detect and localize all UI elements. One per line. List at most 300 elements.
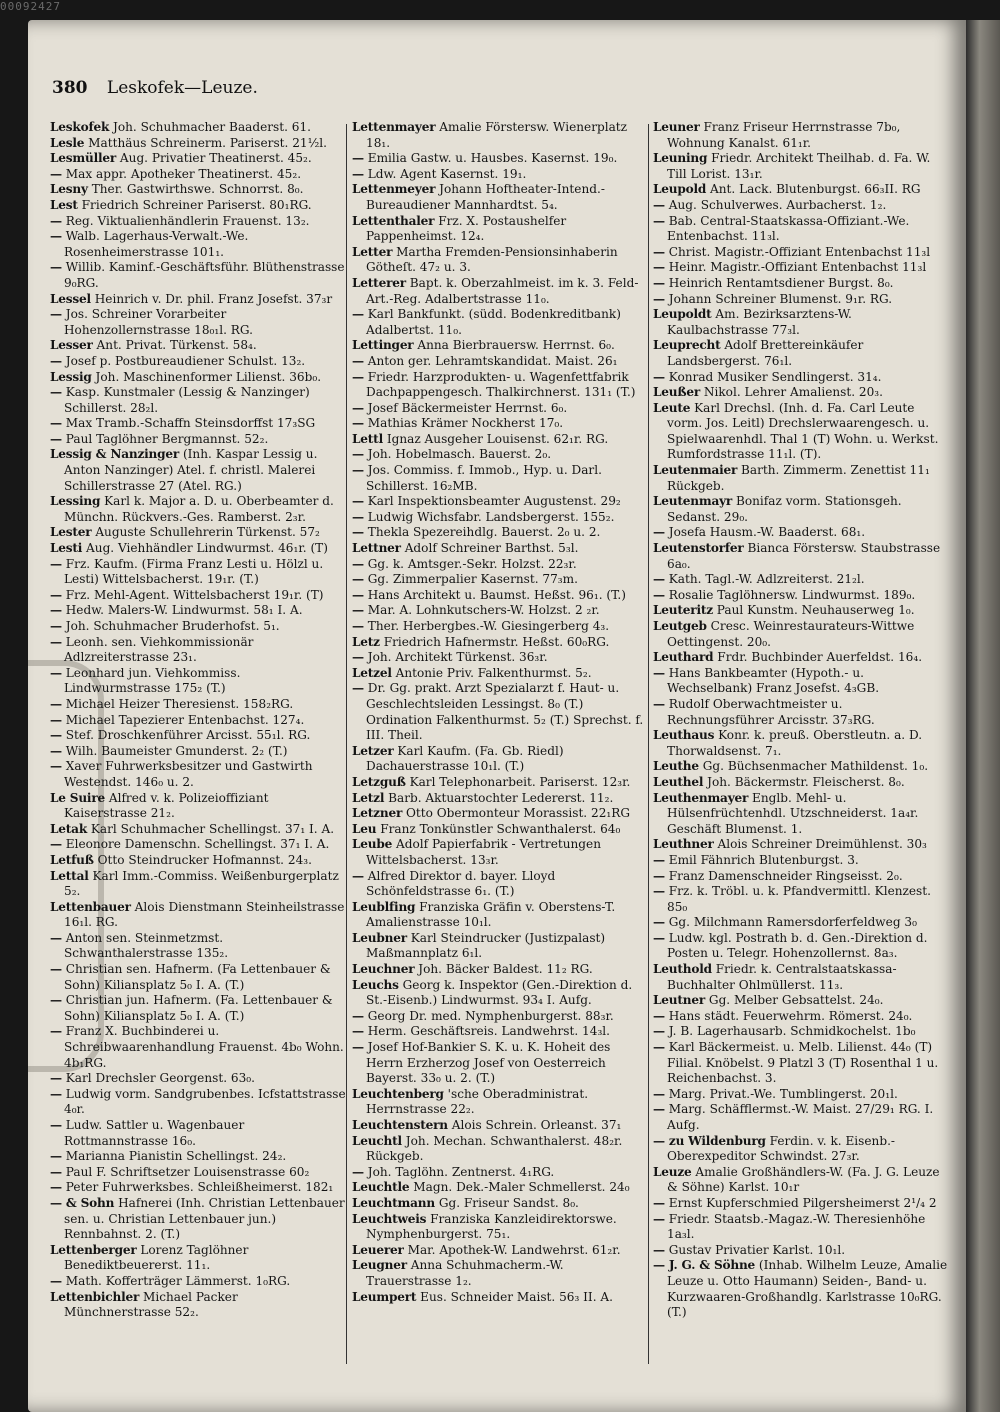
directory-entry	[352, 1009, 648, 1025]
directory-entry	[352, 791, 648, 807]
entry-name: Leutenstorfer	[653, 541, 744, 556]
column-rule	[648, 124, 649, 1364]
entry-name: —	[352, 681, 364, 696]
entry-text: Herm. Geschäftsreis. Landwehrst. 14₃l.	[367, 1024, 611, 1039]
entry-text: Antonie Priv. Falkenthurmst. 5₂.	[395, 665, 592, 680]
directory-entry	[653, 541, 949, 572]
entry-name: Lettenmeyer	[352, 182, 436, 197]
entry-name: —	[653, 369, 665, 384]
entry-text: Ant. Lack. Blutenburgst. 66₃II. RG	[710, 182, 921, 197]
entry-name: —	[352, 1040, 364, 1055]
entry-text: Adolf Papierfabrik - Vertretungen Wittelsbacherst. 13₃r.	[366, 837, 601, 867]
entry-name: Leuchtl	[352, 1133, 402, 1148]
directory-entry	[50, 635, 346, 666]
directory-entry	[352, 354, 648, 370]
directory-entry	[50, 416, 346, 432]
entry-text: Hedw. Malers-W. Lindwurmst. 58₁ I. A.	[65, 603, 303, 618]
entry-name: Lettenmayer	[352, 120, 436, 134]
entry-name: —	[50, 213, 62, 228]
directory-entry	[352, 806, 648, 822]
entry-name: Lest	[50, 197, 78, 212]
directory-entry	[50, 962, 346, 993]
entry-text: Michael Tapezierer Entenbachst. 127₄.	[65, 712, 305, 727]
entry-text: Georg k. Inspektor (Gen.-Direktion d. St.-Eisenb.) Lindwurmst. 93₄ I. Aufg.	[366, 977, 633, 1008]
entry-name: —	[50, 1086, 62, 1101]
directory-entry	[50, 791, 346, 822]
entry-name: —	[352, 1008, 364, 1023]
entry-text: Joh. Bäckermstr. Fleischerst. 8₀.	[707, 774, 905, 789]
directory-entry	[653, 307, 949, 338]
entry-text: Englb. Mehl- u. Hülsenfrüchtenhdl. Utzschneiderst. 1a₄r. Geschäft Blumenst. 1.	[667, 790, 919, 836]
entry-text: Karl Schuhmacher Schellingst. 37₁ I. A.	[90, 821, 335, 836]
directory-entry	[653, 401, 949, 463]
directory-entry	[653, 1087, 949, 1103]
directory-entry	[50, 541, 346, 557]
directory-entry	[653, 572, 949, 588]
entry-name: Leugner	[352, 1258, 407, 1273]
directory-entry	[653, 1212, 949, 1243]
entry-text: Alois Dienstmann Steinheilstrasse 16₁l. RG.	[64, 899, 345, 930]
entry-name: Lettner	[352, 541, 401, 556]
entry-text: Ludw. kgl. Postrath b. d. Gen.-Direktion d. Posten u. Telegr. Hohenzollernst. 8a₃.	[667, 930, 928, 961]
entry-text: Max Tramb.-Schaffn Steinsdorffst 17₃SG	[65, 416, 316, 431]
entry-text: Franz Friseur Herrnstrasse 7b₀, Wohnung Kanalst. 61₁r.	[667, 120, 901, 150]
directory-entry	[653, 728, 949, 759]
entry-text: Karl Bäckermeist. u. Melb. Lilienst. 44₀ (T) Filial. Knöbelst. 9 Platzl 3 (T) Rosenthal 1 u. Reichenbachst. 3.	[667, 1040, 939, 1086]
directory-entry	[653, 853, 949, 869]
entry-text: Frdr. Buchbinder Auerfeldst. 16₄.	[717, 650, 923, 665]
entry-name: —	[653, 572, 665, 587]
directory-entry	[352, 432, 648, 448]
page-number: 380	[52, 78, 88, 98]
directory-entry	[352, 978, 648, 1009]
directory-entry	[50, 136, 346, 152]
directory-entry	[352, 619, 648, 635]
directory-entry	[653, 525, 949, 541]
entry-name: —	[653, 244, 665, 259]
entry-name: Letak	[50, 821, 87, 836]
entry-name: —	[50, 166, 62, 181]
entry-name: Leuchtenstern	[352, 1118, 448, 1132]
entry-text: Jos. Commiss. f. Immob., Hyp. u. Darl. Schillerst. 16₂MB.	[366, 463, 602, 493]
entry-text: Ther. Gastwirthswe. Schnorrst. 8₀.	[91, 182, 304, 197]
directory-entry	[50, 759, 346, 790]
entry-name: Lettinger	[352, 338, 414, 353]
entry-name: Leuchtmann	[352, 1195, 435, 1210]
entry-text: Adolf Schreiner Barthst. 5₃l.	[404, 541, 579, 556]
entry-name: —	[352, 603, 364, 618]
directory-entry	[352, 572, 648, 588]
column-3	[653, 120, 949, 1321]
directory-entry	[352, 931, 648, 962]
entry-name: —	[352, 868, 364, 883]
directory-entry	[352, 1040, 648, 1087]
directory-entry	[50, 292, 346, 308]
directory-entry	[653, 884, 949, 915]
entry-name: —	[50, 416, 62, 431]
entry-name: Lettl	[352, 431, 383, 446]
entry-text: Bianca Förstersw. Staubstrasse 6a₀.	[667, 541, 941, 571]
entry-text: Cresc. Weinrestaurateurs-Wittwe Oettingenst. 20₀.	[667, 619, 915, 649]
directory-entry	[352, 245, 648, 276]
entry-text: 'sche Oberadministrat. Herrnstrasse 22₂.	[366, 1086, 589, 1117]
directory-entry	[653, 292, 949, 308]
entry-text: Ant. Privat. Türkenst. 58₄.	[96, 338, 257, 353]
directory-entry	[352, 900, 648, 931]
directory-entry	[653, 276, 949, 292]
entry-text: Ignaz Ausgeher Louisenst. 62₁r. RG.	[386, 431, 609, 446]
entry-name: —	[352, 353, 364, 368]
entry-text: Gg. Büchsenmacher Mathildenst. 1₀.	[702, 759, 929, 774]
directory-entry	[50, 822, 346, 838]
entry-text: Ldw. Agent Kasernst. 19₁.	[367, 166, 527, 181]
entry-text: Josef Bäckermeister Herrnst. 6₀.	[367, 400, 568, 415]
entry-name: Leuning	[653, 151, 708, 166]
entry-name: —	[50, 993, 62, 1008]
entry-text: Ernst Kupferschmied Pilgersheimerst 2¹/₄ 2	[668, 1195, 937, 1210]
entry-name: —	[352, 1164, 364, 1179]
directory-entry	[50, 619, 346, 635]
entry-text: Marg. Schäfflermst.-W. Maist. 27/29₁ RG. I. Aufg.	[667, 1102, 934, 1132]
entry-text: Anton ger. Lehramtskandidat. Maist. 26₁	[367, 353, 618, 368]
entry-name: —	[50, 696, 62, 711]
directory-entry	[653, 1040, 949, 1087]
directory-entry	[352, 1290, 648, 1306]
entry-name: —	[50, 1071, 62, 1086]
entry-text: Joh. Mechan. Schwanthalerst. 48₂r. Rückgeb.	[366, 1133, 623, 1164]
entry-name: Leuze	[653, 1164, 692, 1179]
entry-name: Leuthe	[653, 759, 699, 774]
entry-text: Christ. Magistr.-Offiziant Entenbachst 11₃l	[668, 244, 931, 259]
directory-entry	[653, 837, 949, 853]
directory-entry	[50, 354, 346, 370]
entry-name: —	[653, 1102, 665, 1117]
entry-text: Frz. Kaufm. (Firma Franz Lesti u. Hölzl u. Lesti) Wittelsbacherst. 19₁r. (T.)	[64, 556, 324, 587]
entry-text: Karl Kaufm. (Fa. Gb. Riedl) Dachauerstrasse 10₁l. (T.)	[366, 743, 564, 774]
entry-text: Joh. Maschinenformer Lilienst. 36b₀.	[95, 369, 322, 384]
directory-entry	[50, 385, 346, 416]
entry-name: Letzguß	[352, 774, 406, 789]
directory-entry	[50, 260, 346, 291]
entry-name: Letter	[352, 244, 393, 259]
entry-name: Lettal	[50, 868, 89, 883]
entry-name: Lettenberger	[50, 1242, 137, 1257]
directory-entry	[653, 650, 949, 666]
directory-entry	[352, 822, 648, 838]
directory-entry	[653, 245, 949, 261]
entry-text: Karl Telephonarbeit. Pariserst. 12₃r.	[409, 774, 631, 789]
entry-name: —	[653, 260, 665, 275]
entry-text: Josef Hof-Bankier S. K. u. K. Hoheit des Herrn Erzherzog Josef von Oesterreich Bayerst. 33₀ u. 2. (T.)	[366, 1040, 611, 1086]
directory-entry	[653, 1102, 949, 1133]
directory-entry	[653, 1196, 949, 1212]
entry-name: —	[352, 572, 364, 587]
entry-name: —	[352, 416, 364, 431]
entry-text: Joh. Taglöhn. Zentnerst. 4₁RG.	[367, 1164, 555, 1179]
entry-text: Karl Drechsl. (Inh. d. Fa. Carl Leute vorm. Jos. Leitl) Drechslerwaarengesch. u. Spielwaarenhdl. Thal 1 (T) Wohn. u. Werkst. Rumfordstrasse 11₁l. (T).	[667, 400, 939, 462]
directory-entry	[50, 728, 346, 744]
directory-entry	[653, 182, 949, 198]
directory-entry	[352, 182, 648, 213]
directory-entry	[653, 370, 949, 386]
directory-entry	[50, 713, 346, 729]
entry-name: —	[352, 307, 364, 322]
entry-name: —	[352, 166, 364, 181]
entry-text: Marianna Pianistin Schellingst. 24₂.	[65, 1149, 287, 1164]
entry-text: Friedrich Hafnermstr. Heßst. 60₀RG.	[383, 634, 610, 649]
entry-text: Ther. Herbergbes.-W. Giesingerberg 4₃.	[367, 619, 610, 633]
entry-text: Matthäus Schreinerm. Pariserst. 21½l.	[88, 135, 328, 150]
directory-entry	[50, 338, 346, 354]
entry-name: Leube	[352, 837, 393, 852]
entry-name: —	[653, 1242, 665, 1257]
directory-entry	[352, 1212, 648, 1243]
directory-entry	[653, 120, 949, 151]
entry-name: Leuchner	[352, 962, 415, 977]
directory-entry	[653, 1258, 949, 1320]
entry-name: —	[352, 369, 364, 384]
entry-text: Emilia Gastw. u. Hausbes. Kasernst. 19₀.	[367, 151, 618, 166]
directory-entry	[653, 1243, 949, 1259]
entry-text: Gg. Zimmerpalier Kasernst. 77₃m.	[367, 572, 578, 587]
directory-entry	[352, 541, 648, 557]
entry-text: Johann Schreiner Blumenst. 9₁r. RG.	[668, 291, 893, 306]
entry-name: Lesser	[50, 338, 93, 353]
directory-entry	[50, 432, 346, 448]
entry-text: Friedr. k. Centralstaatskassa-Buchhalter Ohlmüllerst. 11₃.	[667, 962, 897, 992]
entry-name: Letzner	[352, 806, 403, 821]
entry-text: Friedr. Architekt Theilhab. d. Fa. W. Till Lorist. 13₁r.	[667, 151, 931, 181]
entry-text: Franziska Gräfin v. Oberstens-T. Amalienstrasse 10₁l.	[366, 899, 616, 930]
entry-name: Leskofek	[50, 120, 110, 134]
entry-text: Gustav Privatier Karlst. 10₁l.	[668, 1242, 846, 1257]
entry-text: Ludw. Sattler u. Wagenbauer Rottmannstrasse 16₀.	[64, 1118, 245, 1148]
entry-name: —	[653, 1211, 665, 1226]
entry-name: —	[352, 587, 364, 602]
entry-name: Lettenthaler	[352, 213, 435, 228]
directory-entry	[50, 744, 346, 760]
entry-name: —	[50, 1149, 62, 1164]
entry-text: Aug. Viehhändler Lindwurmst. 46₁r. (T)	[86, 541, 328, 556]
entry-name: —	[653, 868, 665, 883]
directory-entry	[352, 1243, 648, 1259]
entry-text: Heinrich Rentamtsdiener Burgst. 8₀.	[668, 275, 894, 290]
directory-entry	[653, 338, 949, 369]
directory-entry	[50, 931, 346, 962]
entry-text: Auguste Schullehrerin Türkenst. 57₂	[95, 525, 320, 540]
entry-name: —	[50, 587, 62, 602]
entry-text: Anton sen. Steinmetzmst. Schwanthalerstrasse 135₂.	[64, 930, 229, 961]
column-2	[352, 120, 648, 1305]
entry-text: Jos. Schreiner Vorarbeiter Hohenzollernstrasse 18₀₁l. RG.	[64, 307, 253, 337]
entry-text: Stef. Droschkenführer Arcisst. 55₁l. RG.	[65, 728, 311, 743]
entry-name: —	[653, 1040, 665, 1055]
entry-text: Frz. Mehl-Agent. Wittelsbacherst 19₁r. (T)	[65, 587, 324, 602]
entry-text: Karl Imm.-Commiss. Weißenburgerplatz 5₂.	[64, 868, 339, 899]
entry-name: Leublfing	[352, 899, 416, 914]
entry-text: Karl Steindrucker (Justizpalast) Maßmannplatz 6₁l.	[366, 930, 606, 961]
entry-name: —	[653, 525, 665, 540]
entry-text: Max appr. Apotheker Theatinerst. 45₂.	[65, 166, 302, 181]
directory-entry	[352, 276, 648, 307]
entry-name: Letzel	[352, 665, 392, 680]
directory-entry	[50, 837, 346, 853]
directory-entry	[352, 666, 648, 682]
entry-name: —	[50, 603, 62, 618]
entry-text: Karl Inspektionsbeamter Augustenst. 29₂	[367, 494, 621, 509]
entry-text: Thekla Spezereihdlg. Bauerst. 2₀ u. 2.	[367, 525, 601, 540]
entry-name: Letzl	[352, 790, 385, 805]
directory-entry	[352, 603, 648, 619]
entry-text: Hafnerei (Inh. Christian Lettenbauer sen. u. Christian Lettenbauer jun.) Rennbahnst. 2. (T.)	[64, 1195, 345, 1242]
entry-text: Nikol. Lehrer Amalienst. 20₃.	[703, 385, 883, 400]
directory-entry	[653, 791, 949, 838]
entry-text: J. B. Lagerhausarb. Schmidkochelst. 1b₀	[668, 1024, 916, 1039]
directory-entry	[352, 151, 648, 167]
entry-name: —	[653, 884, 665, 899]
entry-name: —	[50, 229, 62, 244]
entry-text: Alfred v. k. Polizeioffiziant Kaiserstrasse 21₂.	[64, 790, 269, 821]
entry-name: —	[653, 1195, 665, 1210]
entry-text: Aug. Privatier Theatinerst. 45₂.	[119, 151, 312, 166]
directory-entry	[352, 1024, 648, 1040]
directory-entry	[50, 167, 346, 183]
directory-entry	[352, 463, 648, 494]
entry-text: Ludwig Wichsfabr. Landsbergerst. 155₂.	[367, 509, 615, 524]
entry-text: Frz. X. Postaushelfer Pappenheimst. 12₄.	[366, 213, 567, 244]
directory-entry	[352, 1165, 648, 1181]
entry-name: —	[352, 556, 364, 571]
directory-entry	[653, 603, 949, 619]
entry-name: — zu Wildenburg	[653, 1133, 766, 1148]
entry-text: Amalie Großhändlers-W. (Fa. J. G. Leuze & Söhne) Karlst. 10₁r	[667, 1164, 940, 1195]
directory-entry	[50, 1180, 346, 1196]
entry-text: Hans Bankbeamter (Hypoth.- u. Wechselbank) Franz Josefst. 4₃GB.	[667, 665, 880, 696]
directory-entry	[50, 1243, 346, 1274]
entry-name: —	[50, 1180, 62, 1195]
entry-name: —	[653, 665, 665, 680]
entry-name: Leute	[653, 400, 691, 415]
entry-text: (Inhab. Wilhelm Leuze, Amalie Leuze u. Otto Haumann) Seiden-, Band- u. Kurzwaaren-Großhandlg. Karlstrasse 10₀RG. (T.)	[667, 1258, 948, 1320]
directory-entry	[653, 260, 949, 276]
entry-text: Michael Heizer Theresienst. 158₂RG.	[65, 696, 294, 711]
entry-name: Leuchtweis	[352, 1211, 427, 1226]
entry-text: Otto Steindrucker Hofmannst. 24₃.	[97, 852, 312, 867]
directory-entry	[352, 1134, 648, 1165]
entry-text: Gg. Friseur Sandst. 8₀.	[438, 1195, 579, 1210]
entry-text: Friedr. Staatsb.-Magaz.-W. Theresienhöhe 1a₃l.	[667, 1211, 926, 1242]
entry-name: —	[352, 400, 364, 415]
entry-name: —	[50, 431, 62, 446]
entry-name: Lester	[50, 525, 92, 540]
directory-entry	[50, 151, 346, 167]
entry-text: Konr. k. preuß. Oberstleutn. a. D. Thorwaldsenst. 7₁.	[667, 728, 923, 758]
directory-entry	[653, 494, 949, 525]
entry-text: Otto Obermonteur Morassist. 22₁RG	[405, 806, 631, 821]
entry-text: Ludwig vorm. Sandgrubenbes. Icfstattstrasse 4₀r.	[64, 1086, 346, 1117]
entry-text: (Inh. Kaspar Lessig u. Anton Nanzinger) Atel. f. christl. Malerei Schillerstrasse 27 (Atel. RG.)	[64, 447, 318, 493]
directory-entry	[50, 1274, 346, 1290]
entry-name: Leuthel	[653, 774, 704, 789]
entry-name: Leu	[352, 821, 377, 836]
directory-entry	[50, 853, 346, 869]
entry-name: Leußer	[653, 385, 701, 400]
directory-entry	[653, 198, 949, 214]
directory-entry	[653, 931, 949, 962]
entry-text: Paul Kunstm. Neuhauserweg 1₀.	[716, 603, 915, 618]
entry-name: Le Suire	[50, 790, 105, 805]
directory-entry	[653, 619, 949, 650]
entry-name: —	[50, 619, 62, 633]
directory-entry	[352, 1258, 648, 1289]
entry-name: —	[653, 852, 665, 867]
directory-entry	[653, 151, 949, 182]
column-1	[50, 120, 346, 1321]
book-edge	[966, 20, 1000, 1412]
entry-text: Joh. Architekt Türkenst. 36₃r.	[367, 650, 548, 665]
entry-text: Karl Drechsler Georgenst. 63₀.	[65, 1071, 255, 1086]
entry-name: —	[50, 712, 62, 727]
entry-name: —	[50, 759, 62, 774]
entry-name: —	[50, 1118, 62, 1132]
entry-text: Joh. Schuhmacher Baaderst. 61.	[113, 120, 312, 134]
entry-text: Christian sen. Hafnerm. (Fa Lettenbauer & Sohn) Kiliansplatz 5₀ I. A. (T.)	[64, 962, 331, 992]
entry-text: Reg. Viktualienhändlerin Frauenst. 13₂.	[65, 213, 310, 228]
directory-entry	[50, 993, 346, 1024]
directory-entry	[653, 962, 949, 993]
entry-text: Eleonore Damenschn. Schellingst. 37₁ I. A.	[65, 837, 330, 852]
directory-entry	[50, 1196, 346, 1243]
entry-name: Lettenbichler	[50, 1289, 140, 1304]
directory-entry	[653, 869, 949, 885]
entry-text: Willib. Kaminf.-Geschäftsführ. Blüthenstrasse 9₀RG.	[64, 260, 345, 290]
entry-text: Bapt. k. Oberzahlmeist. im k. 3. Feld-Art.-Reg. Adalbertstrasse 11₀.	[366, 275, 639, 306]
entry-name: —	[50, 1164, 62, 1179]
directory-entry	[352, 370, 648, 401]
entry-text: Mar. Apothek-W. Landwehrst. 61₂r.	[407, 1242, 621, 1257]
entry-name: Lesny	[50, 182, 88, 197]
directory-entry	[50, 697, 346, 713]
directory-entry	[352, 167, 648, 183]
entry-text: Franz X. Buchbinderei u. Schreibwaarenhandlung Frauenst. 4b₀ Wohn. 4b₁RG.	[64, 1024, 344, 1070]
column-rule	[346, 124, 347, 1364]
entry-name: —	[352, 619, 364, 633]
directory-entry	[352, 1118, 648, 1134]
entry-name: —	[653, 291, 665, 306]
directory-entry	[653, 385, 949, 401]
directory-entry	[653, 588, 949, 604]
directory-entry	[50, 370, 346, 386]
directory-entry	[352, 1180, 648, 1196]
directory-entry	[653, 775, 949, 791]
entry-name: —	[352, 650, 364, 665]
directory-entry	[352, 401, 648, 417]
directory-entry	[50, 666, 346, 697]
entry-text: Konrad Musiker Sendlingerst. 31₄.	[668, 369, 882, 384]
entry-text: Paul F. Schriftsetzer Louisenstrasse 60₂	[65, 1164, 310, 1179]
entry-name: Leuthard	[653, 650, 714, 665]
entry-name: Leuthner	[653, 837, 714, 852]
entry-text: Xaver Fuhrwerksbesitzer und Gastwirth Westendst. 146₀ u. 2.	[64, 759, 313, 789]
entry-name: —	[50, 962, 62, 977]
directory-entry	[50, 588, 346, 604]
entry-name: Lessig & Nanzinger	[50, 447, 180, 462]
entry-text: Emil Fähnrich Blutenburgst. 3.	[668, 852, 859, 867]
entry-text: Georg Dr. med. Nymphenburgerst. 88₃r.	[367, 1008, 614, 1023]
entry-text: Heinr. Magistr.-Offiziant Entenbachst 11₃l	[668, 260, 927, 275]
directory-entry	[50, 214, 346, 230]
entry-name: —	[50, 837, 62, 852]
